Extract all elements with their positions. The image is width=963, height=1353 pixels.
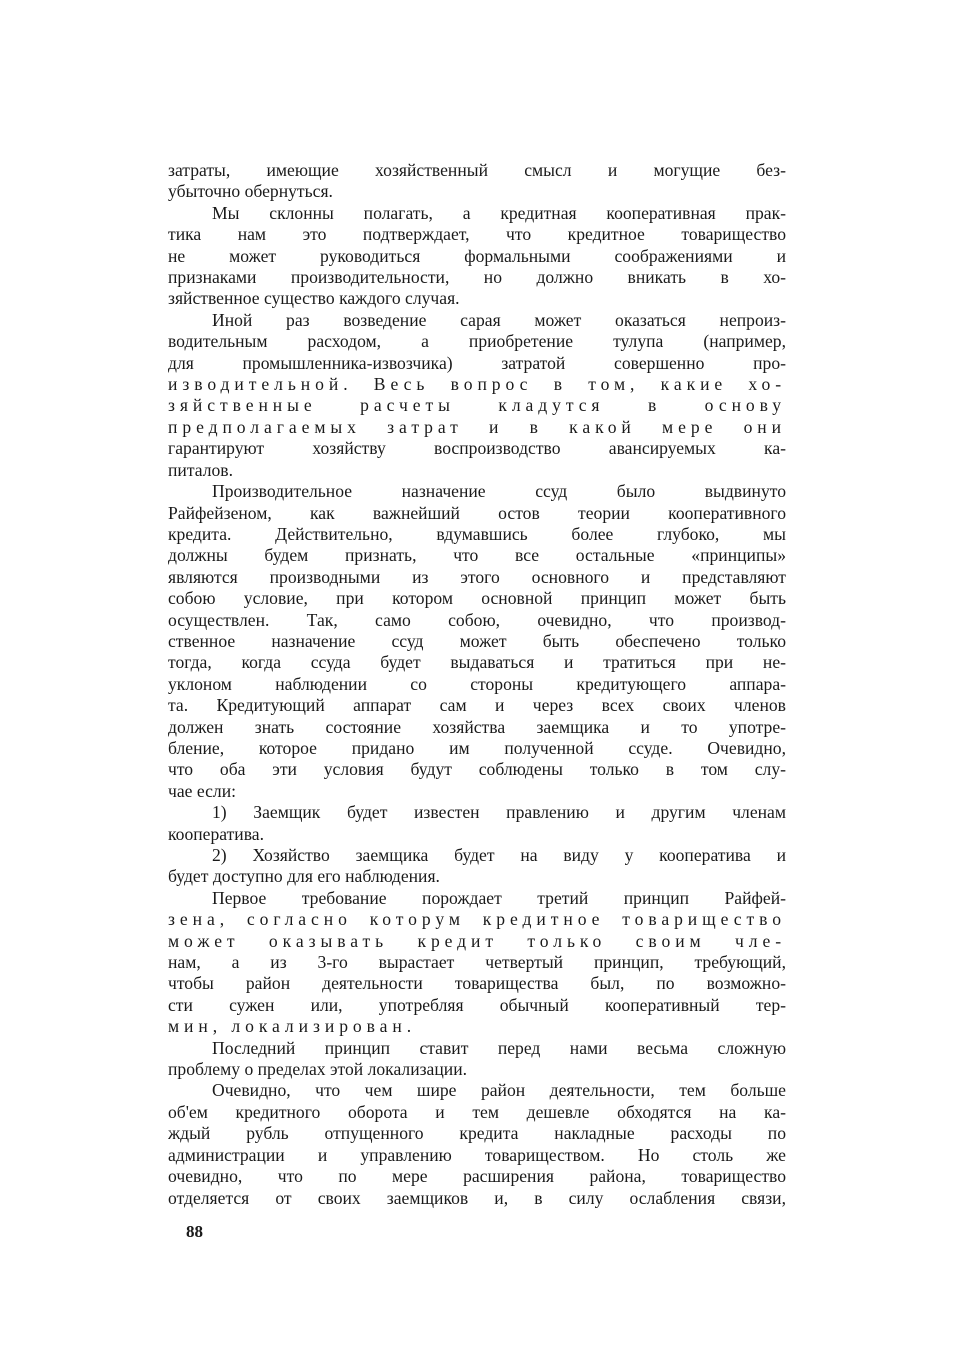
text-line: не может руководиться формальными соображениями и	[168, 245, 786, 266]
text-line: сти сужен или, употребляя обычный кооперативный тер-	[168, 994, 786, 1015]
text-line: Последний принцип ставит перед нами весьма сложную	[212, 1037, 786, 1058]
text-line: ждый рубль отпущенного кредита накладные расходы по	[168, 1123, 786, 1144]
text-line: мин, локализирован.	[168, 1016, 417, 1037]
text-line: об'ем кредитного оборота и тем дешевле обходятся на ка-	[168, 1101, 786, 1122]
text-line: очевидно, что по мере расширения района, товарищество	[168, 1166, 786, 1187]
text-line: Райфейзеном, как важнейший остов теории кооперативного	[168, 502, 786, 523]
text-line: ственное назначение ссуд может быть обеспечено только	[168, 630, 786, 651]
text-line: Очевидно, что чем шире район деятельности, тем больше	[212, 1080, 786, 1101]
text-line: зяйственные расчеты кладутся в основу	[168, 395, 786, 416]
text-line: тогда, когда ссуда будет выдаваться и тратиться при не-	[168, 652, 786, 673]
page-number: 88	[186, 1222, 203, 1241]
text-line: нам, а из 3-го вырастает четвертый принцип, требующий,	[168, 952, 786, 973]
text-line: 2) Хозяйство заемщика будет на виду у кооператива и	[212, 845, 786, 865]
text-line: проблему о пределах этой локализации.	[168, 1059, 468, 1080]
text-line: может оказывать кредит только своим чле-	[168, 930, 786, 951]
text-line: администрации и управлению товариществом. Но столь же	[168, 1144, 786, 1165]
text-line: питалов.	[168, 459, 233, 480]
text-line: Первое требование порождает третий принцип Райфей-	[212, 887, 786, 908]
text-line: зена, согласно которум кредитное товарищество	[168, 909, 786, 930]
text-line: уклоном наблюдении со стороны кредитующего аппара-	[168, 673, 786, 694]
text-line: тика нам это подтверждает, что кредитное товарищество	[168, 224, 786, 245]
text-line: чае если:	[168, 780, 237, 801]
text-line: признаками производительности, но должно вникать в хо-	[168, 267, 786, 288]
text-line: водительным расходом, а приобретение тулупа (например,	[168, 331, 786, 352]
text-line: Мы склонны полагать, а кредитная кооперативная прак-	[212, 202, 786, 223]
text-line: Иной раз возведение сарая может оказаться непроиз-	[212, 309, 786, 330]
text-line: для промышленника-извозчика) затратой совершенно про-	[168, 352, 786, 373]
text-line: Производительное назначение ссуд было выдвинуто	[212, 481, 786, 502]
text-line: будет доступно для его наблюдения.	[168, 866, 440, 887]
text-line: гарантируют хозяйству воспроизводство авансируемых ка-	[168, 438, 786, 459]
text-line: предполагаемых затрат и в какой мере они	[168, 416, 786, 437]
text-line: убыточно обернуться.	[168, 181, 333, 202]
text-line: кредита. Действительно, вдумавшись более глубоко, мы	[168, 523, 786, 544]
text-line: собою условие, при котором основной принцип может быть	[168, 588, 786, 609]
text-line: являются производными из этого основного и представляют	[168, 566, 786, 587]
text-line: затраты, имеющие хозяйственный смысл и могущие без-	[168, 160, 786, 180]
text-line: должны будем признать, что все остальные «принципы»	[168, 545, 786, 566]
text-line: чтобы район деятельности товарищества был, по возможно-	[168, 973, 786, 994]
text-line: должен знать состояние хозяйства заемщика и то употре-	[168, 716, 786, 737]
text-line: изводительной. Весь вопрос в том, какие хо-	[168, 374, 786, 395]
text-line: осуществлен. Так, само собою, очевидно, что производ-	[168, 609, 786, 630]
text-line: что оба эти условия будут соблюдены только в том слу-	[168, 759, 786, 780]
text-line: та. Кредитующий аппарат сам и через всех своих членов	[168, 695, 786, 716]
page-body	[168, 160, 786, 1209]
text-line: зяйственное существо каждого случая.	[168, 288, 460, 309]
text-line: кооператива.	[168, 823, 265, 844]
text-line: отделяется от своих заемщиков и, в силу ослабления связи,	[168, 1187, 786, 1208]
text-line: бление, которое придано им полученной ссуде. Очевидно,	[168, 737, 786, 758]
text-line: 1) Заемщик будет известен правлению и другим членам	[212, 802, 786, 823]
